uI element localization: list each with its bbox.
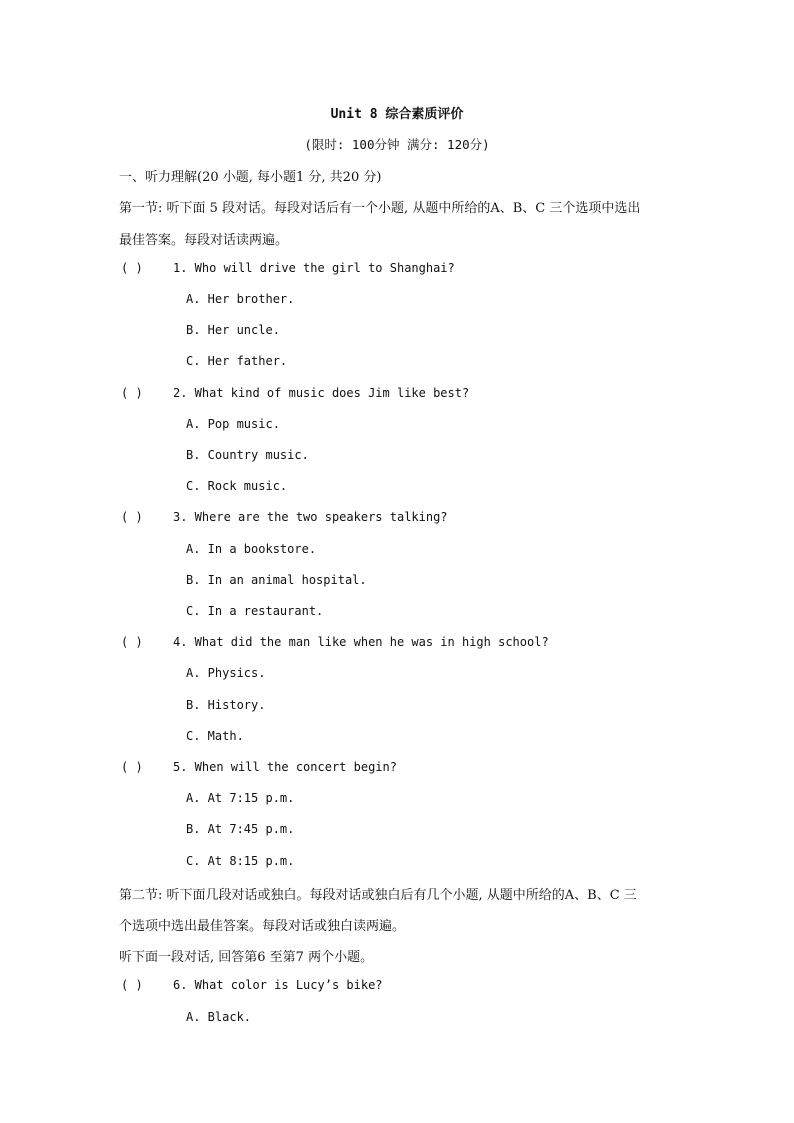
option-b: B. History. [186, 698, 266, 712]
option-b: B. Her uncle. [186, 323, 280, 337]
option-c: C. At 8:15 p.m. [186, 854, 295, 868]
answer-blank[interactable]: ( ) [121, 510, 143, 524]
option-b: B. Country music. [186, 448, 309, 462]
part2-instruction-line1: 第二节: 听下面几段对话或独白。每段对话或独白后有几个小题, 从题中所给的A、B、C 三 [119, 888, 637, 903]
question-text: 4. What did the man like when he was in high school? [173, 635, 549, 649]
section-heading: 一、听力理解(20 小题, 每小题1 分, 共20 分) [119, 170, 382, 185]
option-a: A. In a bookstore. [186, 542, 317, 556]
page-title: Unit 8 综合素质评价 [330, 107, 464, 122]
answer-blank[interactable]: ( ) [121, 978, 143, 992]
answer-blank[interactable]: ( ) [121, 760, 143, 774]
question-text: 5. When will the concert begin? [173, 760, 397, 774]
question-6 [121, 978, 383, 992]
question-text: 6. What color is Lucy’s bike? [173, 978, 383, 992]
option-c: C. Rock music. [186, 479, 288, 493]
question-3 [121, 510, 448, 524]
option-b: B. In an animal hospital. [186, 573, 367, 587]
answer-blank[interactable]: ( ) [121, 261, 143, 275]
option-b: B. At 7:45 p.m. [186, 822, 295, 836]
question-text: 2. What kind of music does Jim like best? [173, 386, 470, 400]
option-c: C. Math. [186, 729, 244, 743]
option-a: A. Black. [186, 1010, 252, 1024]
listening-instruction: 听下面一段对话, 回答第6 至第7 两个小题。 [119, 950, 374, 965]
option-c: C. Her father. [186, 354, 288, 368]
answer-blank[interactable]: ( ) [121, 635, 143, 649]
page-subtitle: (限时: 100分钟 满分: 120分) [304, 137, 490, 152]
question-text: 3. Where are the two speakers talking? [173, 510, 448, 524]
option-a: A. Her brother. [186, 292, 295, 306]
part1-instruction-line1: 第一节: 听下面 5 段对话。每段对话后有一个小题, 从题中所给的A、B、C 三个选项中选出 [119, 201, 641, 216]
part2-instruction-line2: 个选项中选出最佳答案。每段对话或独白读两遍。 [119, 919, 406, 934]
question-4 [121, 635, 549, 649]
answer-blank[interactable]: ( ) [121, 386, 143, 400]
question-text: 1. Who will drive the girl to Shanghai? [173, 261, 455, 275]
option-a: A. At 7:15 p.m. [186, 791, 295, 805]
option-a: A. Pop music. [186, 417, 280, 431]
option-a: A. Physics. [186, 666, 266, 680]
part1-instruction-line2: 最佳答案。每段对话读两遍。 [119, 233, 289, 248]
option-c: C. In a restaurant. [186, 604, 324, 618]
question-2 [121, 386, 469, 400]
question-1 [121, 261, 455, 275]
question-5 [121, 760, 397, 774]
